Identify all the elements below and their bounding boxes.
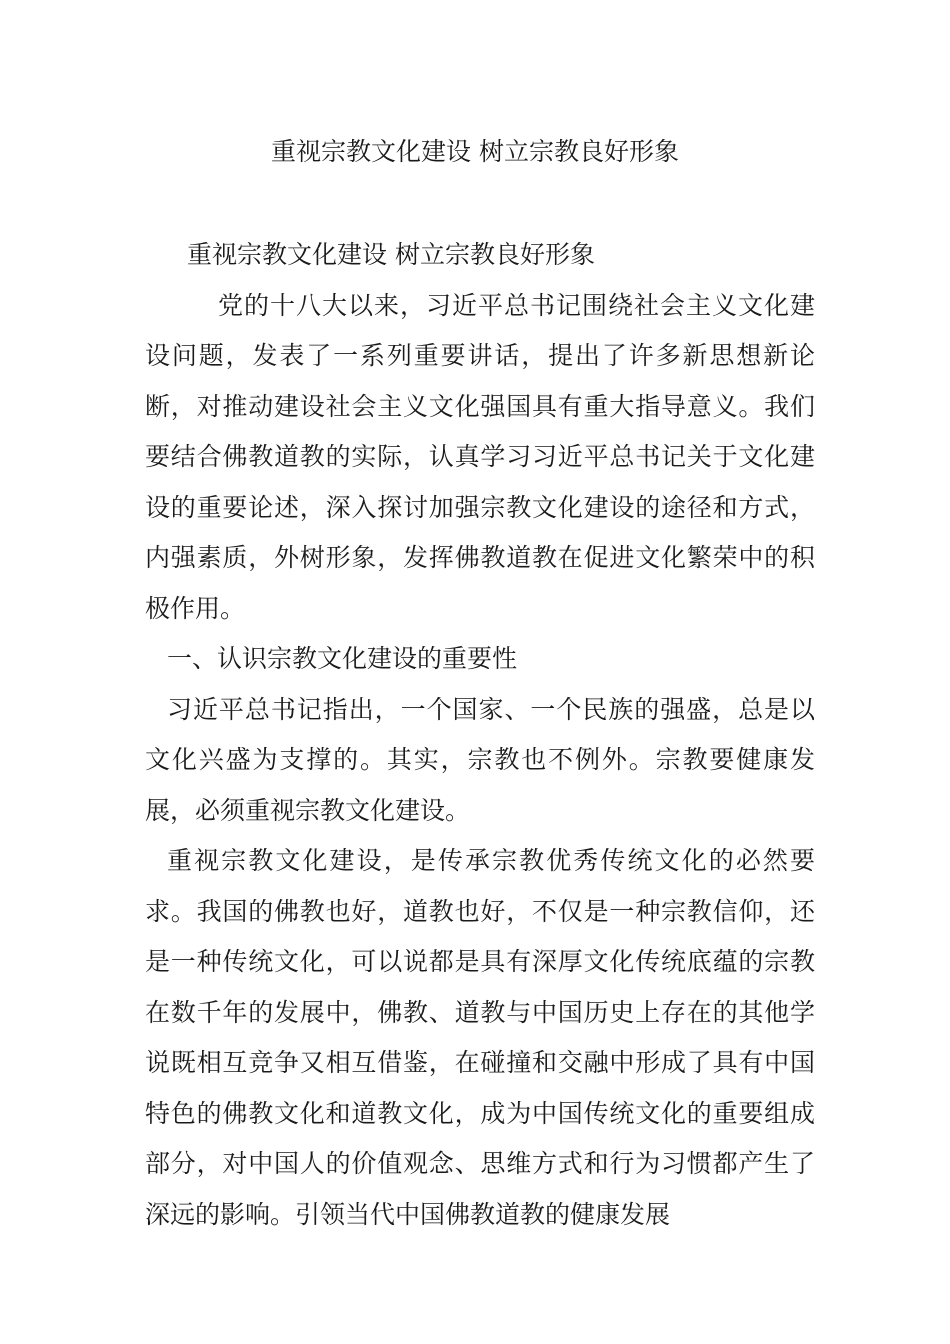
paragraph-tradition: 重视宗教文化建设，是传承宗教优秀传统文化的必然要求。我国的佛教也好，道教也好，不仅是一种宗教信仰，还是一种传统文化，可以说都是具有深厚文化传统底蕴的宗教在数千年的发展中，佛教、道教与中国历史上存在的其他学说既相互竞争又相互借鉴，在碰撞和交融中形成了具有中国特色的佛教文化和道教文化，成为中国传统文化的重要组成部分，对中国人的价值观念、思维方式和行为习惯都产生了深远的影响。引领当代中国佛教道教的健康发展 bbox=[145, 846, 815, 1229]
paragraph-importance: 习近平总书记指出，一个国家、一个民族的强盛，总是以文化兴盛为支撑的。其实，宗教也不例外。宗教要健康发展，必须重视宗教文化建设。 bbox=[145, 694, 815, 825]
document-subtitle: 重视宗教文化建设 树立宗教良好形象 bbox=[187, 240, 595, 269]
paragraph-intro: 党的十八大以来，习近平总书记围绕社会主义文化建设问题，发表了一系列重要讲话，提出了许多新思想新论断，对推动建设社会主义文化强国具有重大指导意义。我们要结合佛教道教的实际，认真学习习近平总书记关于文化建设的重要论述，深入探讨加强宗教文化建设的途径和方式，内强素质，外树形象，发挥佛教道教在促进文化繁荣中的积极作用。 bbox=[145, 290, 815, 623]
document-title: 重视宗教文化建设 树立宗教良好形象 bbox=[271, 137, 679, 166]
document-body bbox=[145, 230, 815, 1240]
section-heading: 一、认识宗教文化建设的重要性 bbox=[167, 644, 518, 673]
